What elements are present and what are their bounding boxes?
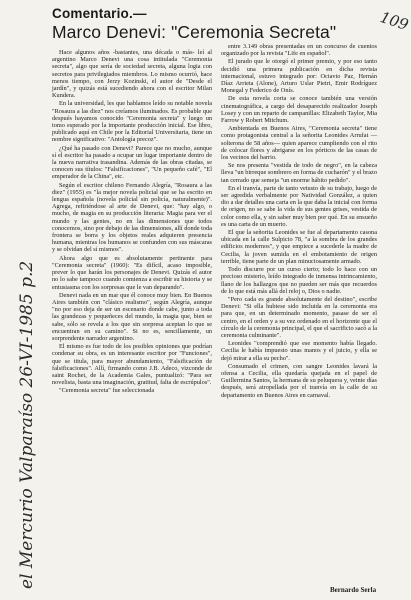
paragraph: "Ceremonia secreta" fue seleccionada (59, 387, 155, 395)
paragraph: Consumado el crimen, con sangre Leonides lavará la ofensa a Cecilia, ella quedaría quejada en el papel de Guillermina Santos, la hermana de su peluquera y, veinte días después, será atropellada por el tranvía en la calle de su departamento en Buenos Aires en carnaval. (221, 362, 377, 399)
paragraph: Ahora algo que es absolutamente pertinente para "Ceremonia secreta" (1960): "Es difícil, acaso imposible, prever lo que harán los personajes de Denevi. Quizás el autor no lo sabe tampoco cuando comienza a escribir su historia y se entusiasma con los sorpresas que le van deparando". (52, 254, 212, 291)
paragraph: Todo discurre por un curso cierto; todo lo hace con un precioso misterio, leído integrado de inmensa intrincamiento, llano de los hallazgos que no pueden ser más que recuerdos de lo que está más allá del reloj o, Dios o nadie. (221, 266, 377, 295)
paragraph: entre 3.149 obras presentadas en un concurso de cuentos organizado por la revista "Life en español". (221, 43, 377, 58)
paragraph: El que la señorita Leonides se fue al departamento casona ubicada en la calle Sulpicio 78, "a la sombra de los grandes edificios modernos", y que empiece a sucederle la madre de Cecilia, la joven sumida en el embotamiento de origen terrible, tiene parte de un plan minuciosamente armado. (221, 229, 377, 265)
paragraph: Según el escritor chileno Fernando Alegría, "Rosaura a las diez" (1955) es "la mejor novela policial que se ha escrito en lengua española (novela policial sin policía, naturalmente)". Agrega, refiriéndose al arte de Denevi, que: "hay algo, o mucho, de magia en su producción literaria: Magia para ver el mundo y las gentes, no en las dimensiones que todos conocemos, sino por debajo de las dimensiones, allí donde toda frontera se borra y los objetos reales adquieren presencia humana, mientras los humanos se confunden con sus máscaras y se olvidan del sí mismos". (52, 181, 213, 254)
article-column-left (52, 49, 212, 589)
paragraph: Hace algunos años -bastantes, una década o más- leí al argentino Marco Denevi una cosa intitulada "Ceremonia secreta", algo que sería de sociedad secreta, alguna logia con secretos para privilegiados miembros. Lo mismo ocurrió, hace menos tiempo, con Jerzy Kozinski, el autor de "Desde el jardín", y quizás está sucediendo ahora con el escritor Milan Kundera. (52, 49, 212, 100)
handwritten-margin-svg (2, 5, 46, 595)
paragraph: En el tranvía, parte de tanto vetusto de su trabajo, luego de ser agredida verbalmente por Natividad González, a quien dio a dar detalles una carta en la que daba la inicial con forma de origen, no se sabe la vida de sus gentes grises, vestida de color como ella, y sin saber muy bien por qué. En su ensueño es una carta de un muerto. (221, 184, 377, 228)
paragraph: El mismo es fue todo de los posibles opiniones que podrían condenar su obra, es un interesante escritor por "Funciones", que se titula, para mayor abundamiento, "Falsificación de falsificaciones". Allí, firmando como J.B. Adeco, vizconde de saint Rochet, de la Academia Gales, puntualizó: "Para ser novelista, basta una imaginación, gratitud, falta de escrúpulos". (52, 343, 212, 387)
handwritten-page-number: 109 (377, 8, 411, 34)
paragraph: "Pero cada es grande absolutamente del destino", escribe Denevi: "Si ella hubiese sido incluida en la ceremonia era para que, en un determinado momento, pasase de ser el centro, en el orden y a su vez ordenado en el horizonte que el círculo de la ceremonia principal, el que el sacrificio sacó a la ceremonia culminante". (221, 295, 377, 339)
paragraph: Se nos presenta "vestida de todo de negro", en la cabeza lleva "un birreque sombrero en forma de cucharón" y el brazo tan cerrado que semeja "un enorme hábito pedido". (221, 162, 377, 184)
section-kicker: Comentario.— (52, 6, 147, 21)
handwritten-date-note: el Mercurio Valparaíso 26-VI-1985 p.2 (17, 260, 37, 589)
paragraph: Leonides "comprendió que ese momento había llegado. Cecilia le había impuesto unas manos y el juicio, y ella se dejó mirar a ella su pecho". (221, 340, 377, 362)
paragraph: Ambientada en Buenos Aires, "Ceremonia secreta" tiene como protagonista central a la señorita Leonides Arrufat —solterona de 58 años— quien aparece cumpliendo con el rito de colocar flores y abrigarse en los pórticos de las casas de los vecinos del barrio. (221, 125, 377, 162)
author-byline: Bernardo Serla (330, 586, 377, 594)
article-title: Marco Denevi: "Ceremonia Secreta" (52, 22, 337, 42)
paragraph: ¿Qué ha pasado con Denevi? Parece que no mucho, aunque sí el escritor ha pasado a ocupar un lugar importante dentro de la nueva narrativa trasandina. Además de las obras citadas, se conocen sus títulos: "Falsificaciones", "Un pequeño café", "El emperador de la China", etc. (52, 144, 212, 181)
paragraph: El jurado que le otorgó el primer premio, y por eso tanto decidió una primera publicación en dicha revista internacional, estuvo integrado por: Octavio Paz, Hernán Díaz Arrieta (Alone), Arturo Uslar Pietri, Emir Rodríguez Monegal y Federico de Onís. (221, 58, 377, 95)
article-column-right (221, 43, 377, 599)
paragraph: Denevi nada en un mar que él conoce muy bien. En Buenos Aires también con "clásico realismo", según Alegría, aunque "no por eso deja de ser un escenario donde cabe, junto a toda las grandezas y pequeñeces del mundo, la magia que, bien se sabe, sólo se revela a los que sin sorpresa aceptan lo que se encuentran en su camino". Si no es, sencillamente, un sorprendente narrador argentino. (52, 291, 212, 342)
paragraph: En la universidad, les que hablamos leído su notable novela "Rosaura a las diez" nos creíamos iluminados. Es probable que después hayamos conocido "Ceremonia secreta" y luego un tomo esperado por la importante producción inicial. Ese libro, publicado aquí en Chile por la Editorial Universitaria, tiene un nombre significativo: "Antología precoz". (52, 100, 212, 144)
handwritten-margin-note (2, 5, 46, 595)
paragraph: De esta novela corta se conoce también una versión cinematográfica, a cargo del desaparecido realizador Joseph Losey y con un reparto de campanillas: Elizabeth Taylor, Mia Farrow y Robert Mitchum. (221, 95, 377, 125)
